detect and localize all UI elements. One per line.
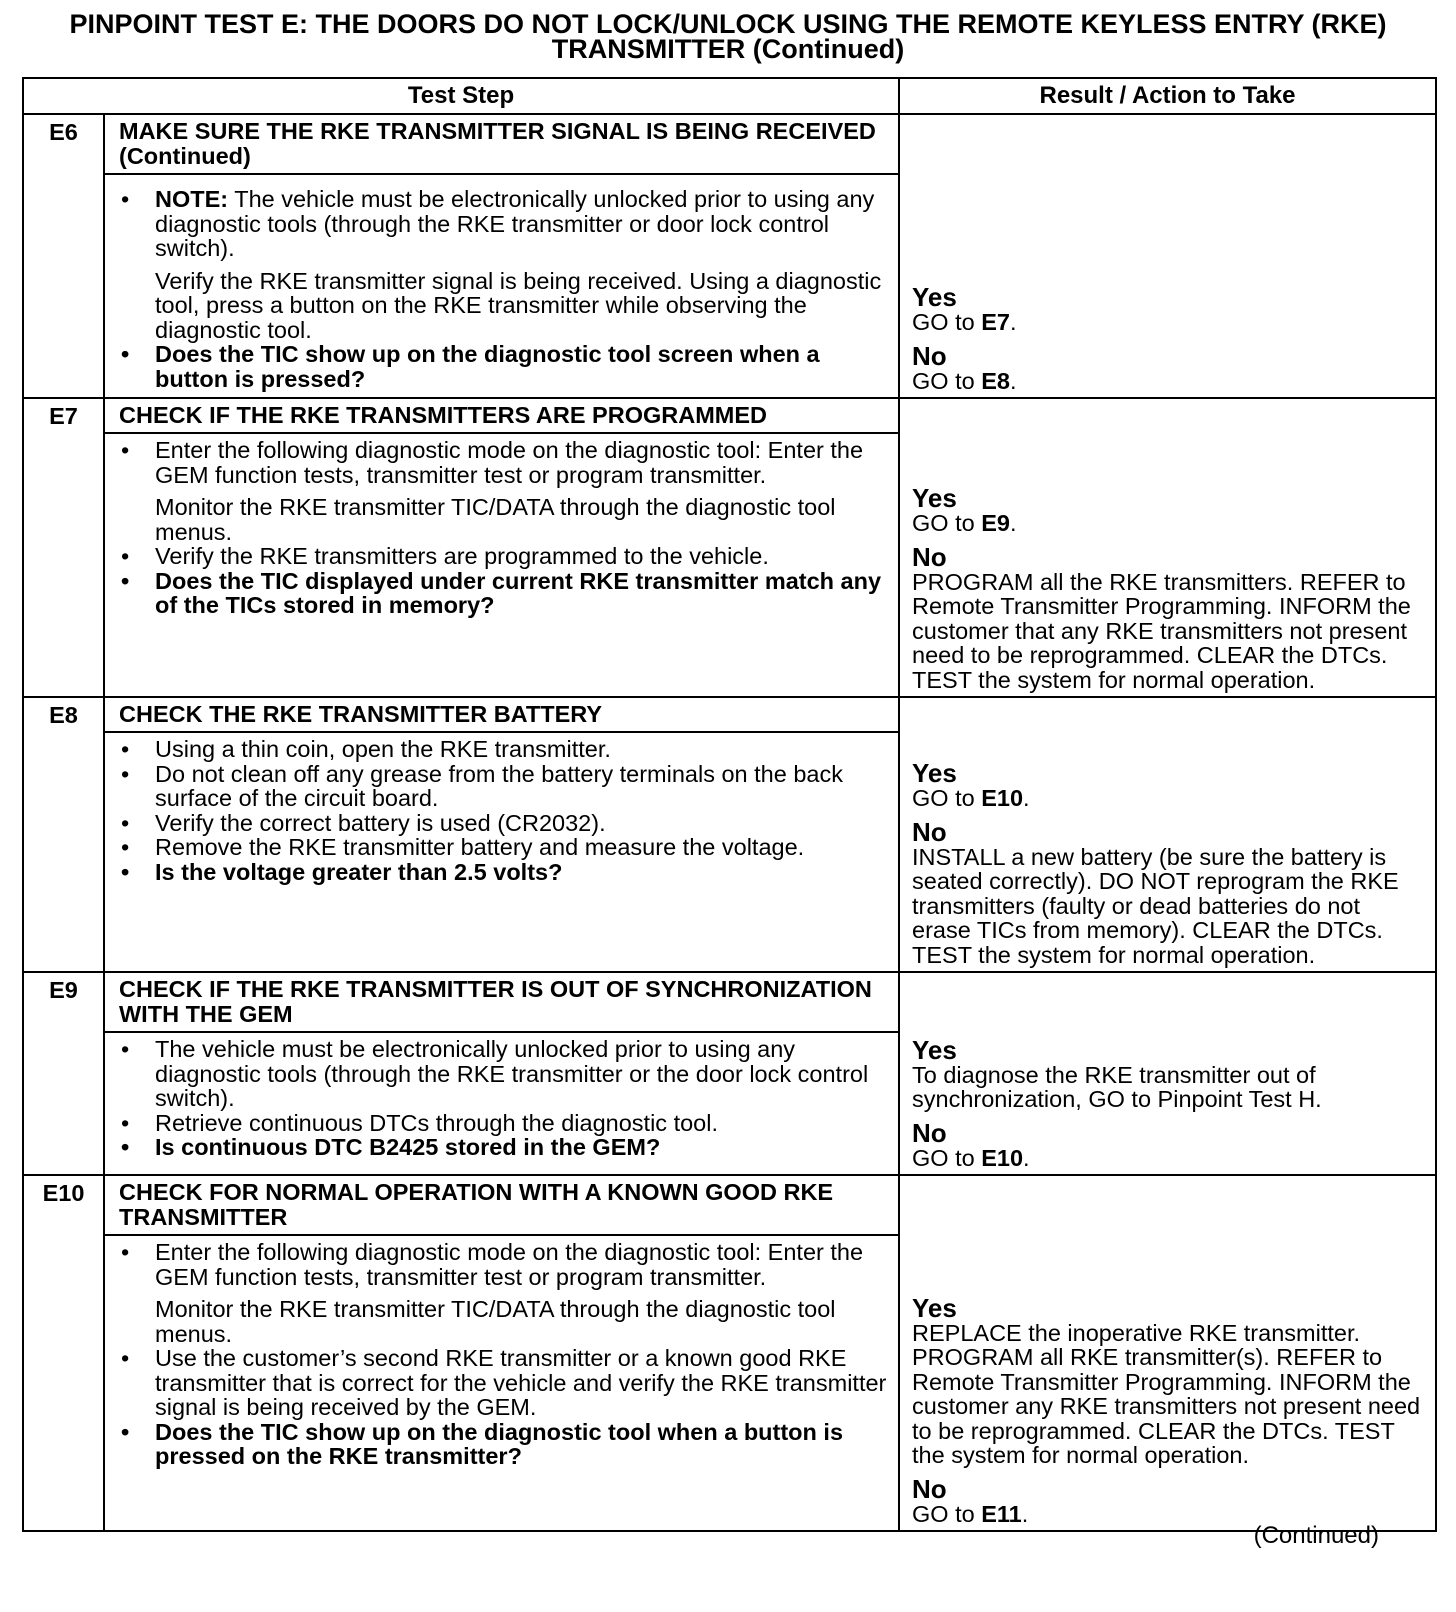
period: . <box>1023 1144 1030 1171</box>
yes-action: To diagnose the RKE transmitter out of synchronization, GO to Pinpoint Test H. <box>912 1061 1322 1112</box>
step-body <box>104 1032 899 1175</box>
pinpoint-test-table <box>22 77 1437 1532</box>
step-question: • Is the voltage greater than 2.5 volts? <box>119 860 888 885</box>
step-number: E9 <box>23 972 104 1175</box>
step-heading: CHECK THE RKE TRANSMITTER BATTERY <box>104 697 899 732</box>
step-paragraph: Verify the RKE transmitter signal is being received. Using a diagnostic tool, press a button on the RKE transmitter while observing the diagnostic tool. <box>155 267 882 343</box>
column-header-test-step: Test Step <box>23 78 899 114</box>
yes-label: Yes <box>912 282 957 312</box>
yes-action: REPLACE the inoperative RKE transmitter. PROGRAM all RKE transmitter(s). REFER to Remote Transmitter Programming. INFORM the customer any RKE transmitters not present need to be reprogrammed. CLEAR the DTCs. TEST the system for normal operation. <box>912 1319 1421 1468</box>
yes-action <box>912 786 1425 811</box>
goto-text: GO to <box>912 510 982 536</box>
goto-text: GO to <box>912 1500 982 1527</box>
list-item: • Verify the correct battery is used (CR2032). <box>119 811 888 836</box>
period: . <box>1009 510 1017 536</box>
list-item: • Enter the following diagnostic mode on the diagnostic tool: Enter the GEM function tests, transmitter test or program transmitter. <box>119 1240 888 1289</box>
yes-action <box>912 310 1425 335</box>
step-e10-heading-row <box>23 1175 1436 1235</box>
period: . <box>1009 367 1017 394</box>
no-action: INSTALL a new battery (be sure the battery is seated correctly). DO NOT reprogram the RKE transmitters (faulty or dead batteries do not erase TICs from memory). CLEAR the DTCs. TEST the system for normal operation. <box>912 843 1399 968</box>
goto-target: E9 <box>981 510 1010 536</box>
goto-target: E10 <box>981 1144 1024 1171</box>
step-result <box>899 398 1436 697</box>
note-text: The vehicle must be electronically unlocked prior to using any diagnostic tools (through the RKE transmitter or door lock control switch). <box>155 186 875 261</box>
step-heading: CHECK IF THE RKE TRANSMITTERS ARE PROGRAMMED <box>104 398 899 433</box>
list-item: • Verify the RKE transmitters are programmed to the vehicle. <box>119 544 888 569</box>
goto-target: E11 <box>981 1500 1022 1527</box>
list-item <box>119 187 888 261</box>
yes-label: Yes <box>912 483 957 513</box>
list-item: • Enter the following diagnostic mode on the diagnostic tool: Enter the GEM function tests, transmitter test or program transmitter. <box>119 438 888 487</box>
no-label: No <box>912 1473 947 1504</box>
step-heading: CHECK FOR NORMAL OPERATION WITH A KNOWN GOOD RKE TRANSMITTER <box>104 1175 899 1235</box>
step-e7-heading-row <box>23 398 1436 433</box>
no-action: PROGRAM all the RKE transmitters. REFER to Remote Transmitter Programming. INFORM the customer that any RKE transmitters not present need to be reprogrammed. CLEAR the DTCs. TEST the system for normal operation. <box>912 568 1411 693</box>
goto-target: E10 <box>981 785 1024 811</box>
step-question: • Does the TIC show up on the diagnostic tool screen when a button is pressed? <box>119 342 888 391</box>
list-item: • Retrieve continuous DTCs through the diagnostic tool. <box>119 1111 888 1136</box>
step-body <box>104 1235 899 1531</box>
no-label: No <box>912 1117 947 1148</box>
title-line-2: TRANSMITTER (Continued) <box>551 34 905 64</box>
yes-label: Yes <box>912 1292 957 1323</box>
step-question: • Does the TIC displayed under current RKE transmitter match any of the TICs stored in memory? <box>119 569 888 618</box>
step-heading: MAKE SURE THE RKE TRANSMITTER SIGNAL IS BEING RECEIVED (Continued) <box>104 114 899 174</box>
goto-text: GO to <box>912 367 982 394</box>
step-result <box>899 697 1436 972</box>
step-paragraph: Monitor the RKE transmitter TIC/DATA through the diagnostic tool menus. <box>155 1296 836 1347</box>
continued-footer: (Continued) <box>1253 1522 1379 1549</box>
goto-target: E8 <box>981 367 1010 394</box>
table-header-row <box>23 78 1436 114</box>
note-label: NOTE: <box>155 186 229 212</box>
list-item: • Remove the RKE transmitter battery and measure the voltage. <box>119 835 888 860</box>
period: . <box>1021 1500 1029 1527</box>
list-item: • Use the customer’s second RKE transmitter or a known good RKE transmitter that is correct for the vehicle and verify the RKE transmitter signal is being received by the GEM. <box>119 1346 888 1420</box>
goto-text: GO to <box>912 785 982 811</box>
step-e6-heading-row <box>23 114 1436 174</box>
title-line-1: PINPOINT TEST E: THE DOORS DO NOT LOCK/UNLOCK USING THE REMOTE KEYLESS ENTRY (RKE) <box>69 9 1387 39</box>
no-label: No <box>912 340 947 371</box>
list-item: • Do not clean off any grease from the battery terminals on the back surface of the circuit board. <box>119 762 888 811</box>
yes-label: Yes <box>912 758 957 788</box>
column-header-result: Result / Action to Take <box>899 78 1436 114</box>
yes-label: Yes <box>912 1034 957 1065</box>
step-e8-heading-row <box>23 697 1436 732</box>
period: . <box>1023 785 1030 811</box>
no-action <box>912 1146 1425 1171</box>
step-number: E7 <box>23 398 104 697</box>
step-paragraph: Monitor the RKE transmitter TIC/DATA through the diagnostic tool menus. <box>155 494 836 545</box>
goto-text: GO to <box>912 1144 982 1171</box>
list-item: • Using a thin coin, open the RKE transmitter. <box>119 737 888 762</box>
period: . <box>1009 309 1017 335</box>
step-body <box>104 174 899 398</box>
no-action <box>912 369 1425 394</box>
step-body <box>104 433 899 697</box>
page-title <box>0 9 1456 64</box>
step-result <box>899 972 1436 1175</box>
step-heading: CHECK IF THE RKE TRANSMITTER IS OUT OF SYNCHRONIZATION WITH THE GEM <box>104 972 899 1032</box>
no-label: No <box>912 816 947 847</box>
goto-text: GO to <box>912 309 982 335</box>
goto-target: E7 <box>981 309 1010 335</box>
yes-action <box>912 511 1425 536</box>
step-number: E8 <box>23 697 104 972</box>
step-result <box>899 1175 1436 1531</box>
step-number: E10 <box>23 1175 104 1531</box>
no-label: No <box>912 541 947 572</box>
step-number: E6 <box>23 114 104 398</box>
step-body <box>104 732 899 972</box>
step-question: • Is continuous DTC B2425 stored in the GEM? <box>119 1135 888 1160</box>
step-result <box>899 114 1436 398</box>
step-e9-heading-row <box>23 972 1436 1032</box>
step-question: • Does the TIC show up on the diagnostic tool when a button is pressed on the RKE transmitter? <box>119 1420 888 1469</box>
list-item: • The vehicle must be electronically unlocked prior to using any diagnostic tools (through the RKE transmitter or the door lock control switch). <box>119 1037 888 1111</box>
